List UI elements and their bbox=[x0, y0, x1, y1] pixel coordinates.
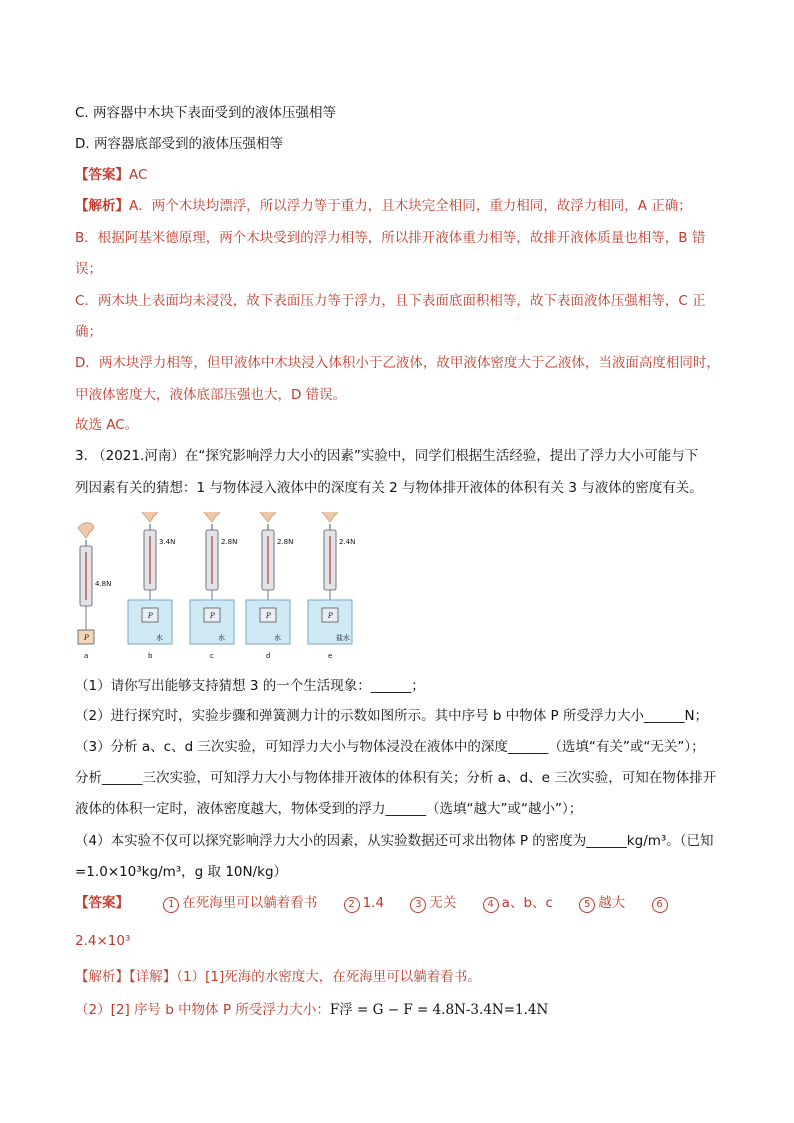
sub-question-3-1: （3）分析 a、c、d 三次实验，可知浮力大小与物体浸没在液体中的深度______（选填“有关”或“无关”）； bbox=[75, 739, 705, 755]
hand-icon bbox=[78, 523, 94, 538]
liquid-label: 水 bbox=[274, 634, 281, 642]
answer-num-4: 4 bbox=[483, 897, 499, 913]
hand-icon bbox=[204, 512, 220, 522]
hand-icon bbox=[322, 512, 338, 522]
question3-line2: 列因素有关的猜想：1 与物体浸入液体中的深度有关 2 与物体排开液体的体积有关 3 与液体的密度有关。 bbox=[75, 480, 703, 496]
answer-option-6 bbox=[652, 894, 671, 913]
answer-num-3: 3 bbox=[410, 897, 426, 913]
answer-text-3: 无关 bbox=[429, 895, 457, 911]
answer-num-2: 2 bbox=[344, 897, 360, 913]
object-p-label: P bbox=[328, 612, 333, 620]
analysis-a bbox=[75, 197, 692, 215]
question3-line1: 3. （2021.河南）在“探究影响浮力大小的因素”实验中，同学们根据生活经验，提出了浮力大小可能与下 bbox=[75, 448, 699, 464]
answer2-line bbox=[75, 894, 671, 913]
analysis2-line: 【解析】【详解】（1）[1]死海的水密度大，在死海里可以躺着看书。 bbox=[75, 969, 481, 985]
answer-option-1 bbox=[163, 894, 317, 913]
answer-option-5 bbox=[579, 894, 625, 913]
analysis-b1: B．根据阿基米德原理，两个木块受到的浮力相等，所以排开液体重力相等，故排开液体质量也相等，B 错 bbox=[75, 230, 706, 246]
answer-text-5: 越大 bbox=[598, 895, 626, 911]
liquid-label: 盐水 bbox=[336, 634, 350, 642]
figure-label: a bbox=[84, 652, 89, 660]
analysis-label: 【解析】 bbox=[75, 198, 129, 214]
figure-label: d bbox=[266, 652, 271, 660]
sub-question-1: （1）请你写出能够支持猜想 3 的一个生活现象：______； bbox=[75, 678, 425, 694]
hand-icon bbox=[260, 512, 276, 522]
sub-question-3-2: 分析______三次实验，可知浮力大小与物体排开液体的体积有关；分析 a、d、e 三次实验，可知在物体排开 bbox=[75, 770, 717, 786]
figure-root bbox=[78, 512, 355, 660]
answer-num-5: 5 bbox=[579, 897, 595, 913]
sub-question-3-3: 液体的体积一定时，液体密度越大，物体受到的浮力______（选填“越大”或“越小”）； bbox=[75, 801, 583, 817]
object-p-label: P bbox=[266, 612, 271, 620]
figure-label: c bbox=[210, 652, 214, 660]
answer2-last: 2.4×10³ bbox=[75, 933, 131, 949]
analysis-b2: 误； bbox=[75, 261, 102, 277]
figure-label: b bbox=[148, 652, 153, 660]
analysis-c2: 确； bbox=[75, 324, 102, 340]
scale-reading: 2.8N bbox=[277, 538, 294, 546]
analysis3-text: （2）[2] 序号 b 中物体 P 所受浮力大小： bbox=[75, 1002, 330, 1018]
answer2-label: 【答案】 bbox=[75, 895, 129, 911]
hand-icon bbox=[142, 512, 158, 522]
choose-line: 故选 AC。 bbox=[75, 417, 139, 433]
scale-reading: 2.8N bbox=[221, 538, 238, 546]
scale-reading: 2.4N bbox=[339, 538, 356, 546]
scale-reading: 4.8N bbox=[95, 580, 112, 588]
answer-text-1: 在死海里可以躺着看书 bbox=[182, 895, 318, 911]
object-p-label: P bbox=[148, 612, 153, 620]
answer-num-6: 6 bbox=[652, 897, 668, 913]
answer-num-1: 1 bbox=[163, 897, 179, 913]
scale-reading: 3.4N bbox=[159, 538, 176, 546]
figure-label: e bbox=[328, 652, 333, 660]
object-p-label: P bbox=[210, 612, 215, 620]
experiment-figure bbox=[66, 512, 366, 662]
buoyancy-formula: F浮 = G − F = 4.8N-3.4N=1.4N bbox=[329, 1002, 549, 1018]
sub-question-4-1: （4）本实验不仅可以探究影响浮力大小的因素，从实验数据还可求出物体 P 的密度为______kg/m³。（已知 bbox=[75, 833, 714, 849]
option-c: C. 两容器中木块下表面受到的液体压强相等 bbox=[75, 105, 337, 121]
answer-line bbox=[75, 166, 147, 184]
analysis-d2: 甲液体密度大，液体底部压强也大，D 错误。 bbox=[75, 387, 347, 403]
answer-value: AC bbox=[129, 167, 148, 183]
liquid-label: 水 bbox=[156, 634, 163, 642]
liquid-label: 水 bbox=[218, 634, 225, 642]
analysis-d1: D．两木块浮力相等，但甲液体中木块浸入体积小于乙液体，故甲液体密度大于乙液体，当液面高度相同时， bbox=[75, 355, 720, 371]
analysis3-line bbox=[75, 1001, 548, 1019]
answer-text-4: a、b、c bbox=[501, 895, 553, 911]
answer-label: 【答案】 bbox=[75, 167, 129, 183]
sub-question-4-2: =1.0×10³kg/m³，g 取 10N/kg） bbox=[75, 864, 288, 880]
answer-option-2 bbox=[344, 894, 384, 913]
analysis-a-text: A．两个木块均漂浮，所以浮力等于重力，且木块完全相同，重力相同，故浮力相同，A 正确； bbox=[129, 198, 692, 214]
sub-question-2: （2）进行探究时，实验步骤和弹簧测力计的示数如图所示。其中序号 b 中物体 P 所受浮力大小______N； bbox=[75, 708, 709, 724]
object-p-label: P bbox=[84, 634, 89, 642]
answer-option-4 bbox=[483, 894, 553, 913]
analysis-c1: C．两木块上表面均未浸没，故下表面压力等于浮力，且下表面底面积相等，故下表面液体压强相等，C 正 bbox=[75, 293, 706, 309]
option-d: D. 两容器底部受到的液体压强相等 bbox=[75, 136, 283, 152]
answer-option-3 bbox=[410, 894, 456, 913]
answer-text-2: 1.4 bbox=[362, 895, 385, 911]
